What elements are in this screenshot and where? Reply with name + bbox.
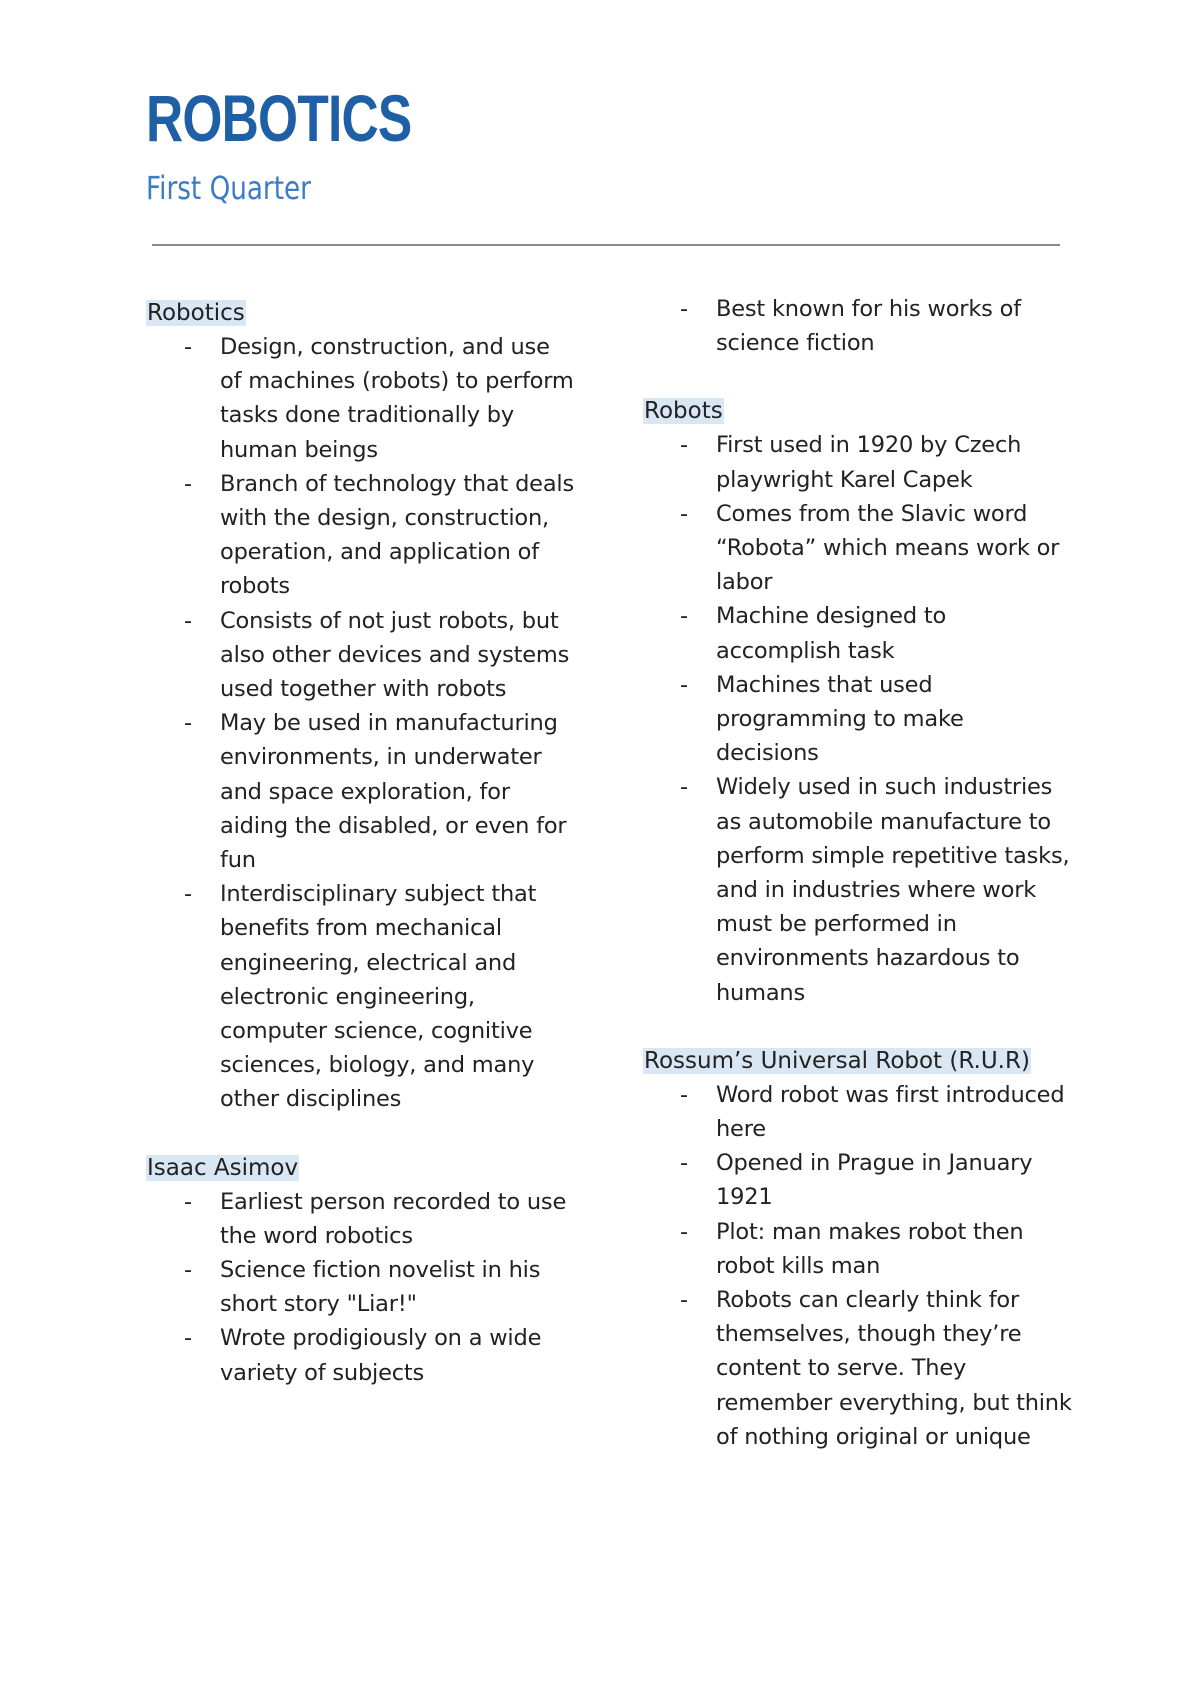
section-isaac-asimov	[146, 1151, 576, 1390]
section-asimov-continued	[643, 292, 1073, 360]
list-item	[643, 668, 1073, 771]
list-item	[146, 330, 576, 467]
dash-bullet: -	[680, 1081, 688, 1108]
list-item	[146, 1185, 576, 1253]
dash-bullet: -	[184, 607, 192, 634]
list-item-text: Word robot was first introduced here	[716, 1081, 1065, 1143]
list-item	[146, 467, 576, 604]
dash-bullet: -	[680, 296, 688, 322]
list-item-text: Design, construction, and use of machines (robots) to perform tasks done traditionally by human beings	[220, 334, 574, 463]
dash-bullet: -	[184, 1188, 192, 1215]
list-item-text: Opened in Prague in January 1921	[716, 1150, 1033, 1211]
bullet-list	[643, 1078, 1073, 1454]
dash-bullet: -	[680, 603, 688, 630]
bullet-list	[146, 1185, 576, 1390]
dash-bullet: -	[680, 500, 688, 527]
list-item	[146, 604, 576, 707]
bullet-list	[643, 292, 1073, 360]
list-item-text: Science fiction novelist in his short story "Liar!"	[220, 1257, 541, 1318]
list-item	[643, 1215, 1073, 1283]
section-heading: Robotics	[147, 300, 245, 326]
right-column	[643, 292, 1073, 1488]
list-item-text: Interdisciplinary subject that benefits from mechanical engineering, electrical and electronic engineering, computer science, cognitive sciences, biology, and many other disciplines	[220, 881, 537, 1113]
list-item-text: Wrote prodigiously on a wide variety of subjects	[220, 1325, 542, 1386]
section-heading: Robots	[644, 398, 723, 425]
list-item	[146, 877, 576, 1116]
horizontal-divider	[152, 244, 1060, 246]
dash-bullet: -	[680, 1150, 688, 1177]
dash-bullet: -	[184, 470, 192, 497]
list-item-text: Best known for his works of science fiction	[716, 296, 1021, 357]
list-item-text: Robots can clearly think for themselves, though they’re content to serve. They remember everything, but think of nothing original or unique	[716, 1287, 1072, 1450]
dash-bullet: -	[184, 334, 192, 360]
list-item-text: Widely used in such industries as automobile manufacture to perform simple repetitive tasks, and in industries where work must be performed in environments hazardous to humans	[716, 774, 1070, 1006]
section-heading: Isaac Asimov	[147, 1154, 299, 1181]
list-item-text: Consists of not just robots, but also other devices and systems used together with robots	[220, 607, 570, 703]
dash-bullet: -	[680, 1287, 688, 1314]
dash-bullet: -	[184, 881, 192, 908]
dash-bullet: -	[680, 774, 688, 801]
list-item	[643, 1078, 1073, 1146]
dash-bullet: -	[680, 1218, 688, 1245]
section-rur	[643, 1044, 1073, 1454]
list-item-text: Plot: man makes robot then robot kills man	[716, 1218, 1024, 1279]
list-item	[146, 706, 576, 877]
list-item	[146, 1253, 576, 1321]
list-item	[643, 497, 1073, 600]
section-robotics	[146, 296, 576, 1117]
list-item-text: Branch of technology that deals with the design, construction, operation, and application of robots	[220, 470, 574, 600]
section-heading-wrap	[146, 296, 576, 330]
dash-bullet: -	[184, 710, 192, 737]
document-subtitle: First Quarter	[146, 169, 311, 207]
dash-bullet: -	[680, 671, 688, 698]
list-item	[643, 1283, 1073, 1454]
dash-bullet: -	[184, 1325, 192, 1352]
section-heading-wrap	[643, 394, 1073, 428]
list-item-text: Machines that used programming to make decisions	[716, 671, 964, 767]
list-item-text: May be used in manufacturing environments, in underwater and space exploration, for aiding the disabled, or even for fun	[220, 710, 567, 874]
section-heading: Rossum’s Universal Robot (R.U.R)	[644, 1047, 1030, 1074]
left-column	[146, 296, 576, 1424]
list-item	[643, 1146, 1073, 1214]
section-robots	[643, 394, 1073, 1009]
list-item	[643, 599, 1073, 667]
list-item	[643, 770, 1073, 1009]
list-item-text: Comes from the Slavic word “Robota” which means work or labor	[716, 500, 1060, 596]
section-heading-wrap	[146, 1151, 576, 1185]
section-heading-wrap	[643, 1044, 1073, 1078]
list-item-text: Earliest person recorded to use the word robotics	[220, 1188, 567, 1249]
list-item	[146, 1321, 576, 1389]
list-item-text: First used in 1920 by Czech playwright Karel Capek	[716, 432, 1022, 493]
bullet-list	[643, 428, 1073, 1009]
dash-bullet: -	[184, 1257, 192, 1284]
bullet-list	[146, 330, 576, 1117]
list-item	[643, 428, 1073, 496]
list-item-text: Machine designed to accomplish task	[716, 603, 947, 664]
dash-bullet: -	[680, 432, 688, 459]
list-item	[643, 292, 1073, 360]
document-title: ROBOTICS	[146, 81, 412, 155]
